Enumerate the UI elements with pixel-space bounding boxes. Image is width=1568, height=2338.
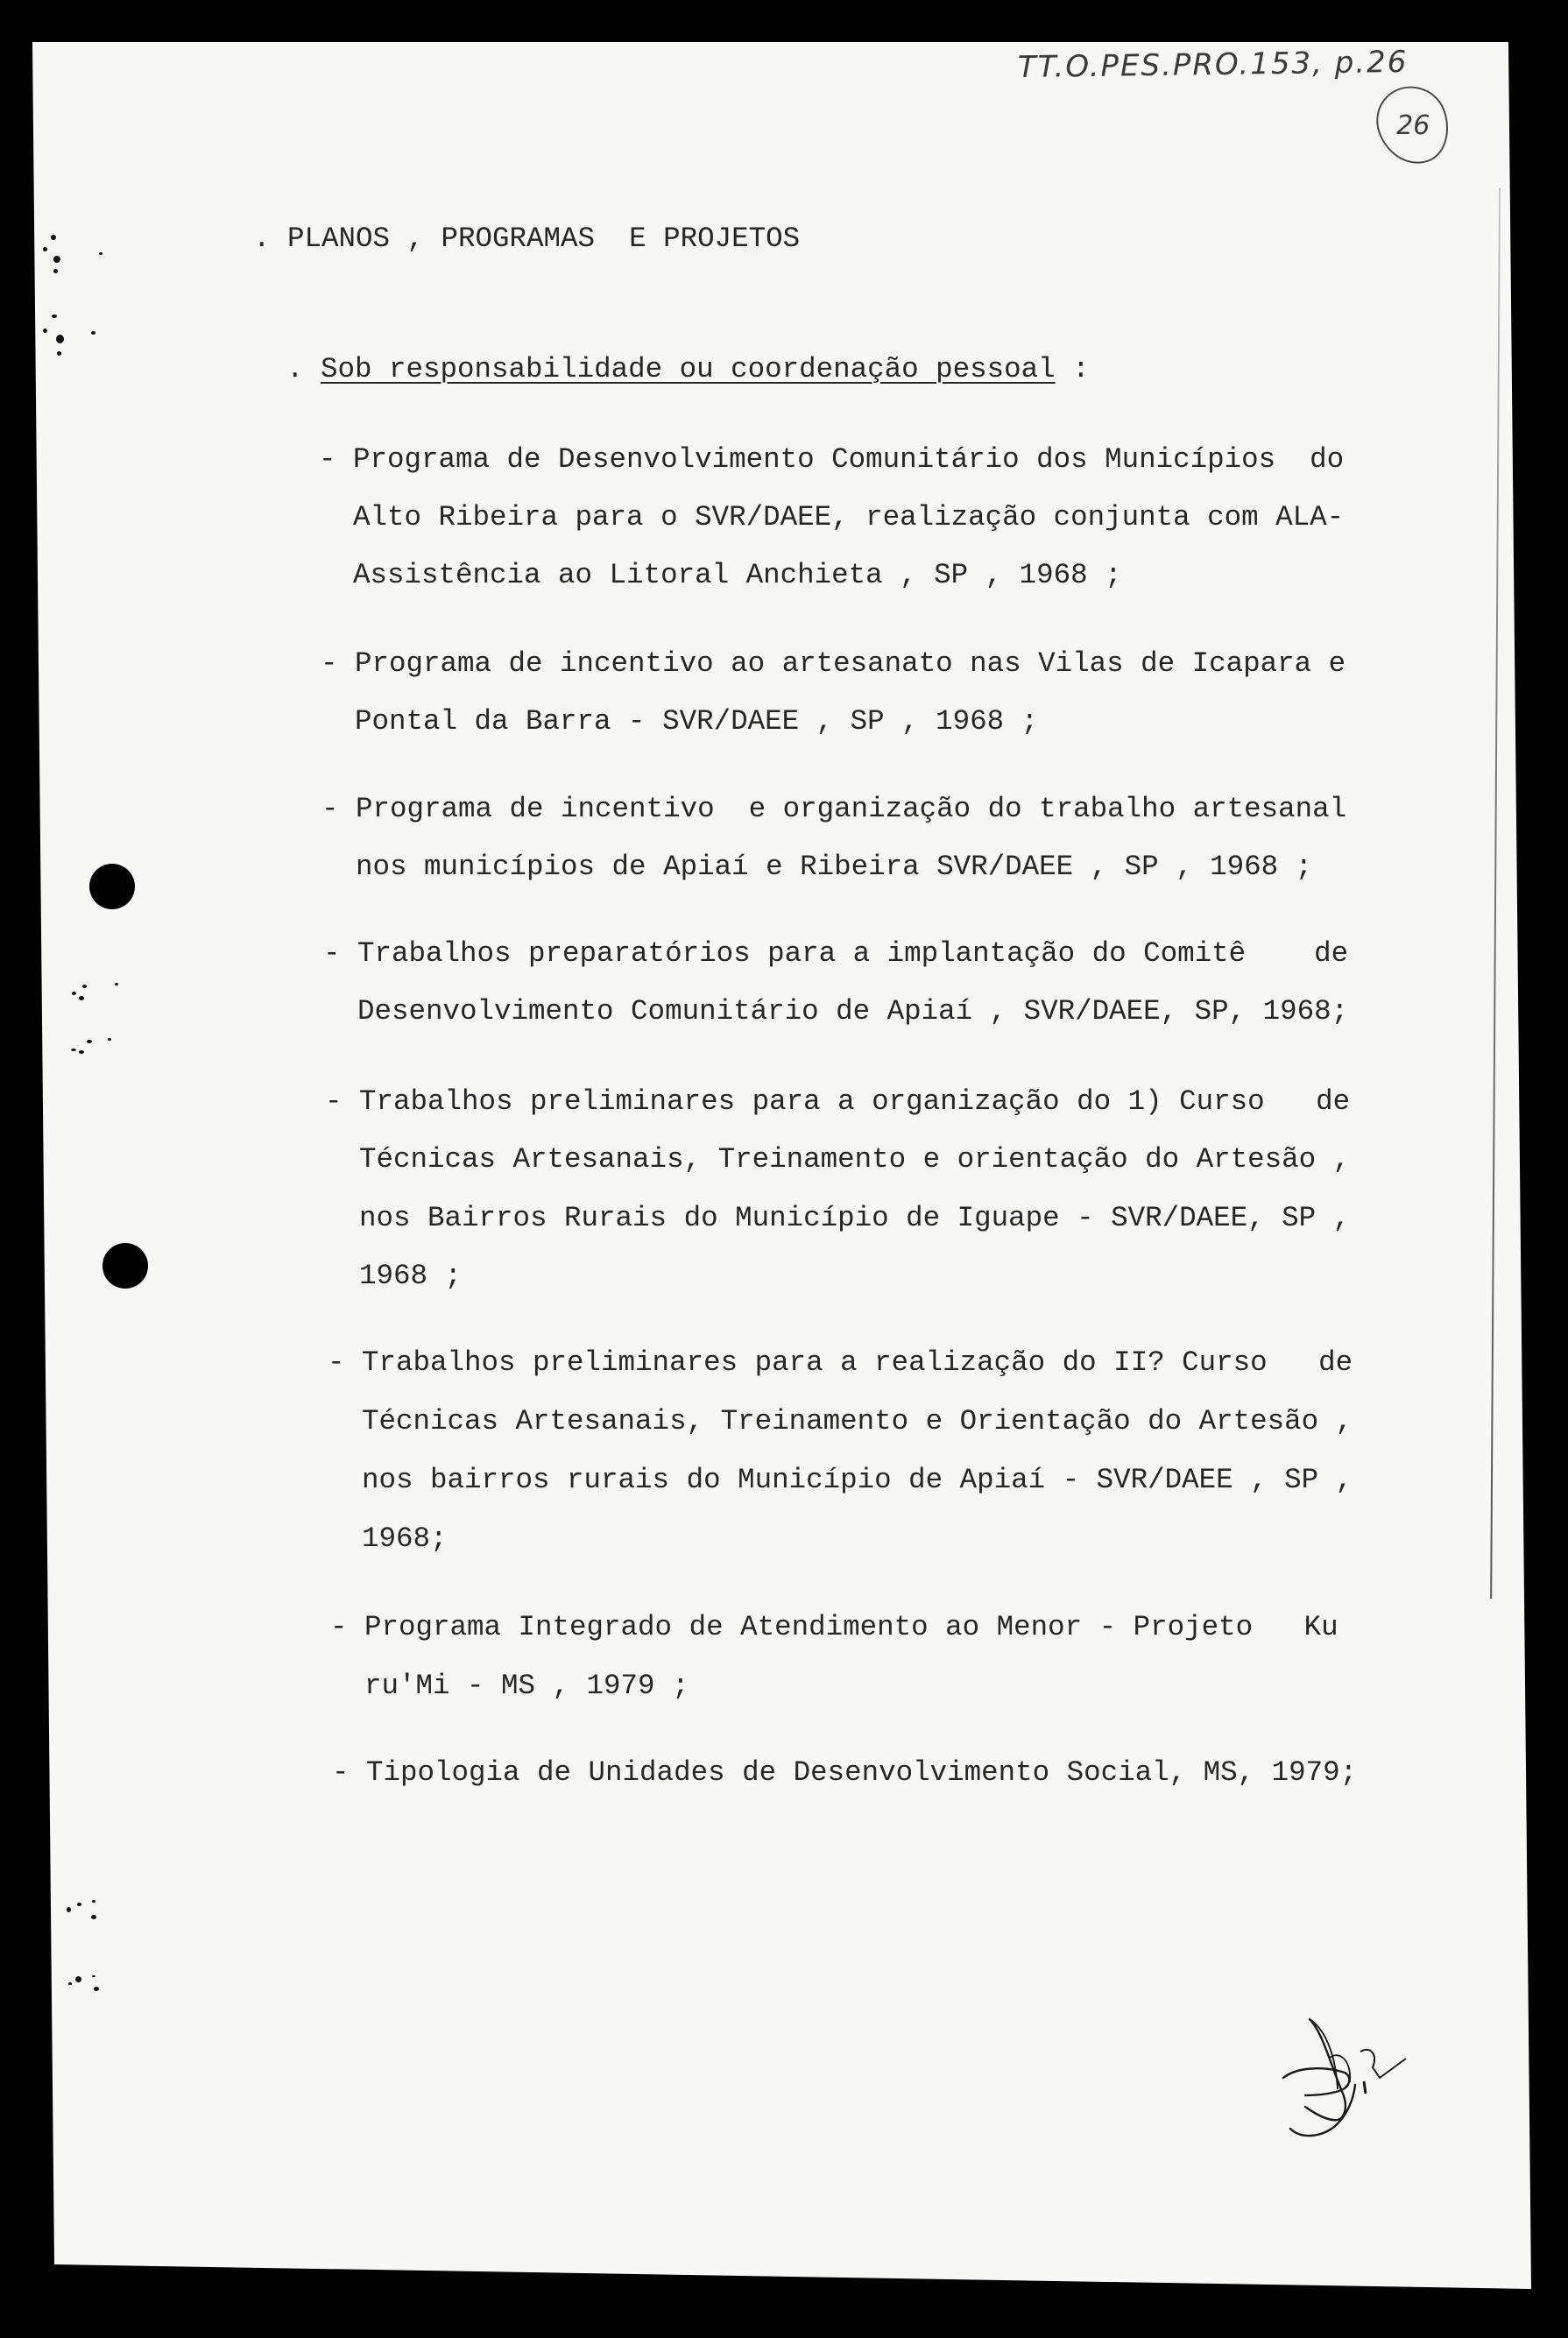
signature (1275, 1997, 1423, 2146)
list-item-line: Técnicas Artesanais, Treinamento e Orientação do Artesão , (328, 1405, 1353, 1437)
list-item-line: - Programa de incentivo ao artesanato nas Vilas de Icapara e (321, 647, 1346, 680)
archive-reference: TT.O.PES.PRO.153, p.26 (1017, 44, 1409, 86)
list-item-line: nos Bairros Rurais do Município de Iguape - SVR/DAEE, SP , (325, 1202, 1351, 1234)
subheading-bullet: . (286, 353, 321, 385)
punch-hole (89, 864, 135, 909)
list-item-line: Assistência ao Litoral Anchieta , SP , 1968 ; (319, 559, 1122, 591)
list-item-line: ru'Mi - MS , 1979 ; (330, 1670, 689, 1702)
list-item-line: - Tipologia de Unidades de Desenvolvimento Social, MS, 1979; (332, 1756, 1358, 1789)
subsection-heading (286, 352, 1090, 387)
subheading-text: Sob responsabilidade ou coordenação pessoal (321, 353, 1056, 385)
punch-hole (102, 1243, 148, 1289)
list-item-line: - Programa Integrado de Atendimento ao Menor - Projeto Ku (330, 1611, 1338, 1643)
list-item-line: nos municípios de Apiaí e Ribeira SVR/DAEE , SP , 1968 ; (321, 851, 1313, 883)
list-item-line: - Trabalhos preliminares para a realização do II? Curso de (328, 1346, 1353, 1379)
list-item-line: Desenvolvimento Comunitário de Apiaí , SVR/DAEE, SP, 1968; (323, 995, 1349, 1028)
list-item-line: Alto Ribeira para o SVR/DAEE, realização conjunta com ALA- (319, 501, 1345, 533)
list-item-line: - Programa de Desenvolvimento Comunitário dos Municípios do (319, 443, 1345, 476)
list-item-line: - Trabalhos preliminares para a organização do 1) Curso de (325, 1085, 1351, 1118)
folio-number: 26 (1395, 109, 1430, 141)
subheading-colon: : (1055, 353, 1090, 385)
list-item-line: - Programa de incentivo e organização do trabalho artesanal (321, 793, 1347, 825)
list-item-line: - Trabalhos preparatórios para a implantação do Comitê de (323, 937, 1349, 970)
list-item-line: 1968; (328, 1522, 448, 1555)
list-item-line: Técnicas Artesanais, Treinamento e orientação do Artesão , (325, 1143, 1351, 1176)
section-heading: . PLANOS , PROGRAMAS E PROJETOS (253, 222, 801, 255)
list-item-line: Pontal da Barra - SVR/DAEE , SP , 1968 ; (321, 705, 1039, 738)
list-item-line: 1968 ; (325, 1260, 463, 1292)
list-item-line: nos bairros rurais do Município de Apiaí - SVR/DAEE , SP , (328, 1464, 1353, 1496)
